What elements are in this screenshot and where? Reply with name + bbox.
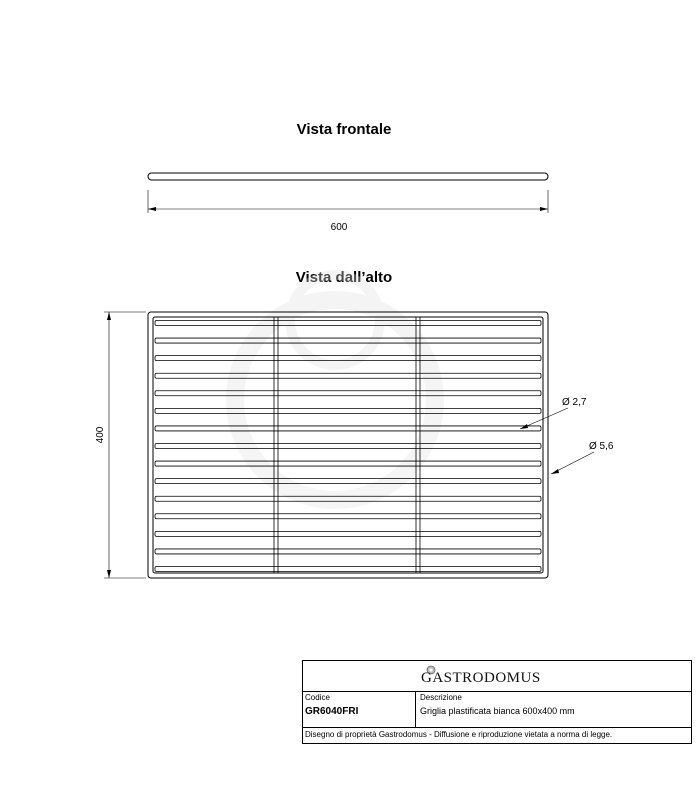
cross-rod: [155, 549, 541, 554]
cross-rod: [155, 408, 541, 413]
outer-frame: [148, 312, 548, 578]
cross-rod: [155, 461, 541, 466]
cross-rod: [155, 479, 541, 484]
title-block: [302, 660, 692, 744]
copyright-notice: Disegno di proprietà Gastrodomus - Diffusione e riproduzione vietata a norma di legge.: [305, 730, 613, 739]
frame-diameter-label: Ø 5,6: [589, 441, 614, 452]
code-label: Codice: [305, 693, 330, 702]
rod-diameter-label: Ø 2,7: [562, 397, 587, 408]
cross-rod: [155, 567, 541, 572]
title-block-logo-row: [303, 661, 691, 692]
width-dimension-label: 600: [330, 222, 348, 233]
front-view-bar: [148, 173, 548, 180]
cross-rod: [155, 444, 541, 449]
front-view-title: Vista frontale: [296, 121, 392, 138]
cross-rod: [155, 531, 541, 536]
description-label: Descrizione: [420, 693, 462, 702]
top-view-grid: [148, 312, 548, 578]
rod-diameter-callout: [520, 408, 568, 429]
cross-rod: [155, 321, 541, 326]
cross-rod: [155, 426, 541, 431]
height-dimension: [104, 312, 146, 578]
cross-rod: [155, 373, 541, 378]
height-dimension-label: 400: [95, 426, 106, 444]
cross-rod: [155, 391, 541, 396]
cross-rod: [155, 514, 541, 519]
frame-diameter-callout: [551, 452, 594, 474]
title-block-info-row: [303, 691, 691, 728]
top-view-title: Vista dall’alto: [295, 269, 393, 286]
cross-rod: [155, 338, 541, 343]
product-description: Griglia plastificata bianca 600x400 mm: [420, 706, 575, 716]
title-block-divider: [415, 691, 416, 727]
width-dimension: [148, 190, 548, 213]
product-code: GR6040FRI: [305, 706, 359, 717]
gastrodomus-logo-text: GASTRODOMUS: [421, 670, 541, 686]
